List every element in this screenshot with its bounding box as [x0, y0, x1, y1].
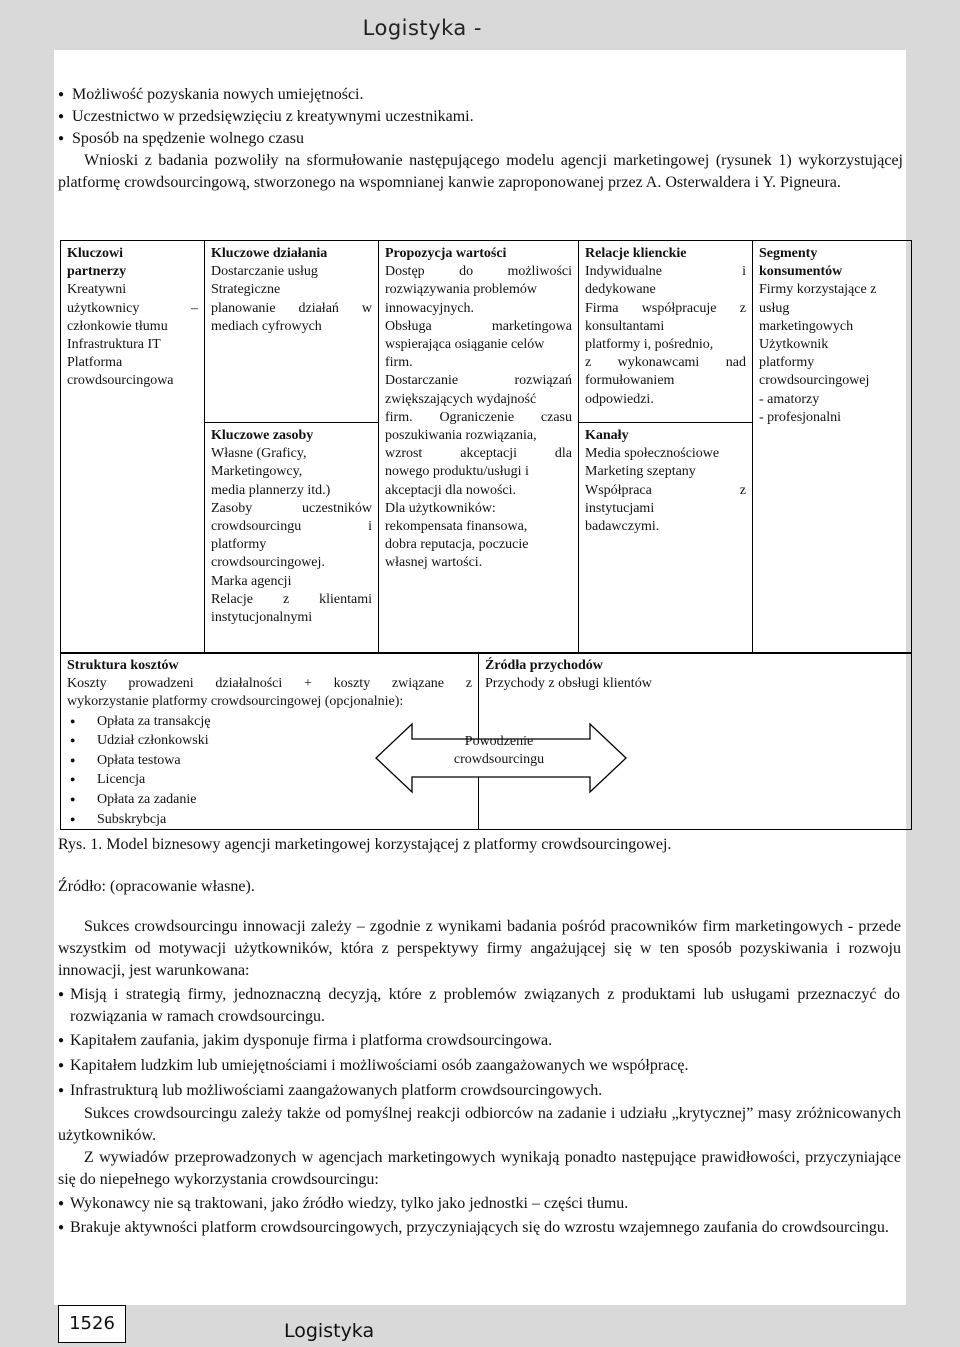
- value-proposition-cell: Propozycja wartości Dostęp do możliwości rozwiązywania problemów innowacyjnych. Obsługa marketingowa wspierająca osiąganie celów firm. Dostarczanie rozwiązań zwiększających wydajność firm. Ograniczenie czasu poszukiwania rozwiązania, wzrost akceptacji dla nowego produktu/usługi i akceptacji dla nowości. Dla użytkowników: rekompensata finansowa, dobra reputacja, poczucie własnej wartości.: [379, 241, 579, 653]
- list-item: ● Udział członkowski: [67, 731, 472, 751]
- cost-structure-cell: Struktura kosztów Koszty prowadzeni działalności + koszty związane z wykorzystanie platformy crowdsourcingowej (opcjonalnie): ● Opłata za transakcję ● Udział członkowski ● Opłata testowa ● Licencja ● Opłata za zadanie ● Subskrybcja: [61, 653, 479, 829]
- page-number: 1526: [58, 1305, 126, 1343]
- intro-bullet: ● Sposób na spędzenie wolnego czasu: [58, 128, 872, 150]
- intro-bullet: ● Możliwość pozyskania nowych umiejętności.: [58, 84, 872, 106]
- body-bullet: ● Brakuje aktywności platform crowdsourcingowych, przyczyniających się do wzrostu wzajemnego zaufania do crowdsourcingu.: [58, 1217, 900, 1239]
- intro-paragraph: Wnioski z badania pozwoliły na sformułowanie następującego modelu agencji marketingowej (rysunek 1) wykorzystującej platformę crowdsourcingową, stworzonego na wspomnianej kanwie zaproponowanej przez A. Osterwaldera i Y. Pigneura.: [58, 152, 903, 191]
- document-page: [54, 50, 906, 1305]
- figure-source: Źródło: (opracowanie własne).: [58, 878, 255, 895]
- list-item: ● Licencja: [67, 770, 472, 790]
- body-paragraph-2: Sukces crowdsourcingu zależy także od pomyślnej reakcji odbiorców na zadanie i udziału „krytycznej” masy zróżnicowanych użytkowników.: [58, 1105, 901, 1144]
- footer-journal: Logistyka: [284, 1320, 375, 1342]
- header-title: Logistyka -: [362, 16, 482, 40]
- body-bullet: ● Kapitałem zaufania, jakim dysponuje firma i platforma crowdsourcingowa.: [58, 1030, 900, 1052]
- figure-caption: Rys. 1. Model biznesowy agencji marketingowej korzystającej z platformy crowdsourcingowej.: [58, 836, 672, 853]
- key-resources-cell: Kluczowe zasoby Własne (Graficy, Marketingowcy, media plannerzy itd.) Zasoby uczestników crowdsourcingu i platformy crowdsourcingowej. Marka agencji Relacje z klientami instytucjonalnymi: [205, 423, 379, 653]
- customer-relationships-cell: Relacje klienckie Indywidualne i dedykowane Firma współpracuje z konsultantami platformy i, pośrednio, z wykonawcami nad formułowaniem odpowiedzi.: [579, 241, 753, 423]
- key-activities-cell: Kluczowe działania Dostarczanie usług Strategiczne planowanie działań w mediach cyfrowych: [205, 241, 379, 423]
- body-bullet: ● Wykonawcy nie są traktowani, jako źródło wiedzy, tylko jako jednostki – części tłumu.: [58, 1193, 900, 1215]
- key-partners-cell: Kluczowi partnerzy Kreatywni użytkownicy – członkowie tłumu Infrastruktura IT Platforma crowdsourcingowa: [61, 241, 205, 653]
- list-item: ● Subskrybcja: [67, 810, 472, 830]
- intro-bullet: ● Uczestnictwo w przedsięwzięciu z kreatywnymi uczestnikami.: [58, 106, 872, 128]
- revenue-streams-cell: Źródła przychodów Przychody z obsługi klientów: [485, 658, 652, 692]
- list-item: ● Opłata za transakcję: [67, 712, 472, 732]
- success-label: Powodzenie crowdsourcingu: [453, 734, 545, 768]
- customer-segments-cell: Segmenty konsumentów Firmy korzystające z usług marketingowych Użytkownik platformy crowdsourcingowej - amatorzy - profesjonalni: [759, 246, 877, 425]
- business-model-canvas: [60, 240, 912, 654]
- body-bullet: ● Misją i strategią firmy, jednoznaczną decyzją, które z problemów związanych z produktami lub usługami przeznaczyć do rozwiązania w ramach crowdsourcingu.: [58, 984, 900, 1028]
- channels-cell: Kanały Media społecznościowe Marketing szeptany Współpraca z instytucjami badawczymi.: [579, 423, 753, 653]
- body-paragraph-1: Sukces crowdsourcingu innowacji zależy – zgodnie z wynikami badania pośród pracowników firm marketingowych - przede wszystkim od motywacji użytkowników, która z perspektywy firmy angażującej się w ten sposób pozyskiwania i rozwoju innowacji, jest warunkowana:: [58, 918, 901, 979]
- list-item: ● Opłata za zadanie: [67, 790, 472, 810]
- list-item: ● Opłata testowa: [67, 751, 472, 771]
- body-bullet: ● Infrastrukturą lub możliwościami zaangażowanych platform crowdsourcingowych.: [58, 1080, 900, 1102]
- body-bullet: ● Kapitałem ludzkim lub umiejętnościami i możliwościami osób zaangażowanych we współpracę.: [58, 1055, 900, 1077]
- body-paragraph-3: Z wywiadów przeprowadzonych w agencjach marketingowych wynikają ponadto następujące prawidłowości, przyczyniające się do niepełnego wykorzystania crowdsourcingu:: [58, 1149, 901, 1188]
